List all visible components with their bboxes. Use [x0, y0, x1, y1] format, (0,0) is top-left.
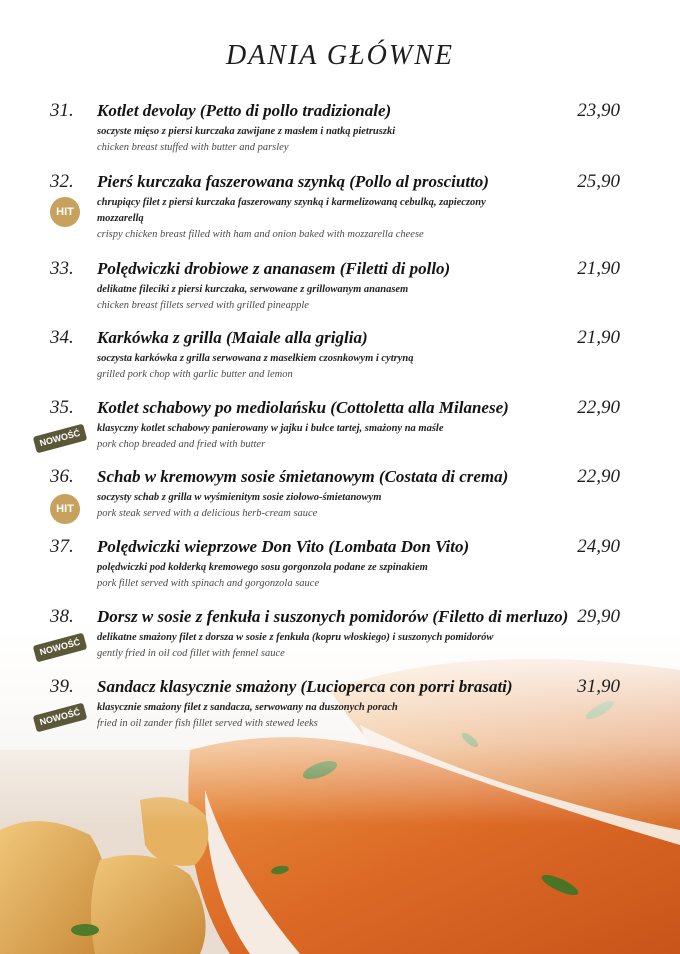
item-price: 31,90 [577, 676, 620, 697]
item-price: 22,90 [577, 466, 620, 487]
item-description-pl: klasycznie smażony filet z sandacza, serwowany na duszonych porach [97, 702, 398, 713]
item-price: 21,90 [577, 327, 620, 348]
item-number: 37. [50, 536, 74, 557]
item-description-pl: soczyste mięso z piersi kurczaka zawijane z masłem i natką pietruszki [97, 126, 396, 137]
item-price: 22,90 [577, 397, 620, 418]
item-price: 25,90 [577, 171, 620, 192]
item-name: Sandacz klasycznie smażony (Lucioperca con porri brasati) [97, 677, 513, 696]
item-description-en: pork steak served with a delicious herb-cream sauce [97, 508, 318, 519]
item-description-en: pork chop breaded and fried with butter [97, 439, 266, 450]
item-number: 31. [50, 100, 74, 121]
item-description-en: chicken breast stuffed with butter and parsley [97, 142, 289, 153]
item-name: Karkówka z grilla (Maiale alla griglia) [97, 328, 368, 347]
item-number: 32. [50, 171, 74, 192]
new-badge: NOWOŚĆ [33, 703, 88, 733]
hit-badge: HIT [50, 197, 80, 227]
item-price: 21,90 [577, 258, 620, 279]
item-description-en: grilled pork chop with garlic butter and lemon [97, 369, 293, 380]
new-badge: NOWOŚĆ [33, 424, 88, 454]
item-description-en: pork fillet served with spinach and gorgonzola sauce [97, 578, 320, 589]
page-title: DANIA GŁÓWNE [225, 40, 455, 71]
item-description-en: gently fried in oil cod fillet with fennel sauce [97, 648, 285, 659]
item-name: Kotlet devolay (Petto di pollo tradizionale) [97, 101, 392, 120]
item-number: 34. [50, 327, 74, 348]
item-number: 33. [50, 258, 74, 279]
item-description-en: chicken breast fillets served with grilled pineapple [97, 300, 309, 311]
item-name: Schab w kremowym sosie śmietanowym (Costata di crema) [97, 467, 509, 486]
item-description-pl: soczysty schab z grilla w wyśmienitym sosie ziołowo-śmietanowym [97, 492, 382, 503]
item-price: 29,90 [577, 606, 620, 627]
item-description-pl: klasyczny kotlet schabowy panierowany w jajku i bułce tartej, smażony na maśle [97, 423, 444, 434]
item-description-en: crispy chicken breast filled with ham and onion baked with mozzarella cheese [97, 229, 424, 240]
item-description-en: fried in oil zander fish fillet served with stewed leeks [97, 718, 318, 729]
item-description-pl: chrupiący filet z piersi kurczaka faszerowany szynką i karmelizowaną cebulką, zapieczony mozzarellą [97, 197, 486, 224]
item-price: 23,90 [577, 100, 620, 121]
item-description-pl: soczysta karkówka z grilla serwowana z masełkiem czosnkowym i cytryną [97, 353, 414, 364]
item-description-pl: polędwiczki pod kołderką kremowego sosu gorgonzola podane ze szpinakiem [97, 562, 428, 573]
item-number: 36. [50, 466, 74, 487]
item-name: Dorsz w sosie z fenkuła i suszonych pomidorów (Filetto di merluzo) [97, 607, 569, 626]
item-description-pl: delikatne fileciki z piersi kurczaka, serwowane z grillowanym ananasem [97, 284, 409, 295]
item-number: 39. [50, 676, 74, 697]
item-number: 38. [50, 606, 74, 627]
item-number: 35. [50, 397, 74, 418]
item-name: Kotlet schabowy po mediolańsku (Cottoletta alla Milanese) [97, 398, 509, 417]
item-name: Polędwiczki wieprzowe Don Vito (Lombata Don Vito) [97, 537, 470, 556]
hit-badge: HIT [50, 494, 80, 524]
item-name: Polędwiczki drobiowe z ananasem (Filetti di pollo) [97, 259, 451, 278]
item-name: Pierś kurczaka faszerowana szynką (Pollo al prosciutto) [97, 172, 489, 191]
item-price: 24,90 [577, 536, 620, 557]
item-description-pl: delikatne smażony filet z dorsza w sosie z fenkuła (kopru włoskiego) i suszonych pomidorów [97, 632, 494, 643]
new-badge: NOWOŚĆ [33, 633, 88, 663]
